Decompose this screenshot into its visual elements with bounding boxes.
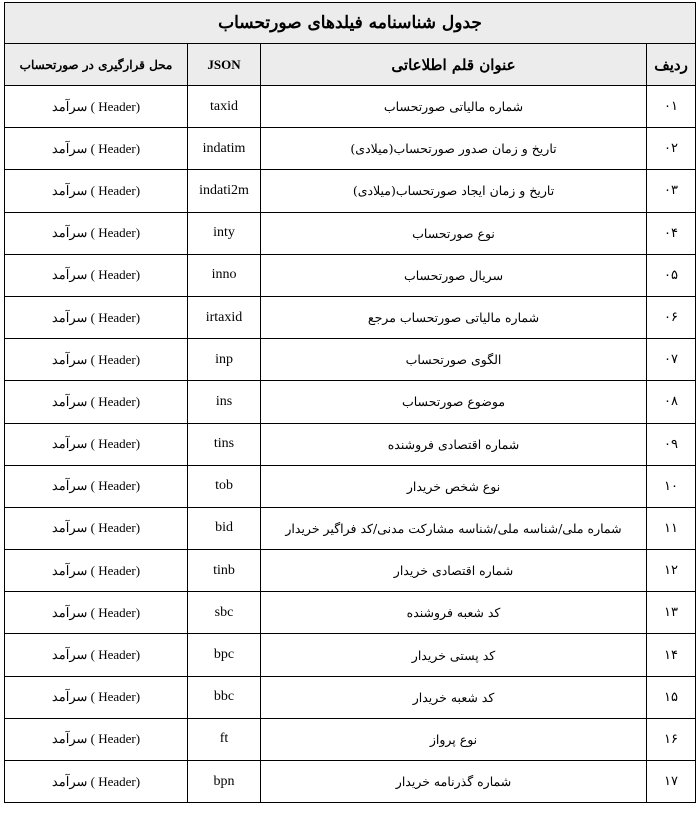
table-row	[5, 381, 696, 423]
cell-place: (Header ) سرآمد	[5, 718, 188, 760]
cell-title: موضوع صورتحساب	[261, 381, 647, 423]
cell-place: (Header ) سرآمد	[5, 676, 188, 718]
cell-json: sbc	[188, 592, 261, 634]
cell-json: bid	[188, 507, 261, 549]
cell-title: شماره مالیاتی صورتحساب	[261, 86, 647, 128]
table-row	[5, 296, 696, 338]
cell-json: irtaxid	[188, 296, 261, 338]
cell-radif: ۰۳	[647, 170, 696, 212]
cell-place: (Header ) سرآمد	[5, 86, 188, 128]
cell-place: (Header ) سرآمد	[5, 170, 188, 212]
cell-radif: ۱۵	[647, 676, 696, 718]
cell-json: inty	[188, 212, 261, 254]
table-body	[5, 86, 696, 803]
cell-place: (Header ) سرآمد	[5, 592, 188, 634]
cell-json: ft	[188, 718, 261, 760]
cell-json: indati2m	[188, 170, 261, 212]
cell-radif: ۰۴	[647, 212, 696, 254]
table-row	[5, 507, 696, 549]
table-row	[5, 254, 696, 296]
cell-radif: ۱۷	[647, 761, 696, 803]
cell-title: نوع پرواز	[261, 718, 647, 760]
cell-place: (Header ) سرآمد	[5, 296, 188, 338]
table-row	[5, 634, 696, 676]
cell-radif: ۱۰	[647, 465, 696, 507]
cell-title: کد شعبه فروشنده	[261, 592, 647, 634]
cell-json: inno	[188, 254, 261, 296]
cell-json: bbc	[188, 676, 261, 718]
cell-json: tinb	[188, 550, 261, 592]
cell-radif: ۰۱	[647, 86, 696, 128]
header-json: JSON	[188, 44, 261, 86]
cell-place: (Header ) سرآمد	[5, 212, 188, 254]
cell-radif: ۱۴	[647, 634, 696, 676]
invoice-fields-table	[4, 2, 696, 803]
cell-radif: ۰۷	[647, 339, 696, 381]
cell-title: شماره اقتصادی خریدار	[261, 550, 647, 592]
table-row	[5, 212, 696, 254]
table-title: جدول شناسنامه فیلدهای صورتحساب	[5, 3, 696, 44]
cell-title: شماره ملی/شناسه ملی/شناسه مشارکت مدنی/کد فراگیر خریدار	[261, 507, 647, 549]
cell-radif: ۱۱	[647, 507, 696, 549]
cell-place: (Header ) سرآمد	[5, 423, 188, 465]
cell-title: تاریخ و زمان صدور صورتحساب(میلادی)	[261, 128, 647, 170]
cell-json: bpc	[188, 634, 261, 676]
cell-radif: ۱۶	[647, 718, 696, 760]
cell-title: تاریخ و زمان ایجاد صورتحساب(میلادی)	[261, 170, 647, 212]
cell-json: indatim	[188, 128, 261, 170]
cell-place: (Header ) سرآمد	[5, 128, 188, 170]
table-row	[5, 170, 696, 212]
cell-place: (Header ) سرآمد	[5, 761, 188, 803]
cell-title: سریال صورتحساب	[261, 254, 647, 296]
cell-json: bpn	[188, 761, 261, 803]
cell-title: نوع صورتحساب	[261, 212, 647, 254]
table-row	[5, 465, 696, 507]
cell-radif: ۰۵	[647, 254, 696, 296]
cell-radif: ۰۲	[647, 128, 696, 170]
cell-json: inp	[188, 339, 261, 381]
cell-json: ins	[188, 381, 261, 423]
cell-place: (Header ) سرآمد	[5, 507, 188, 549]
cell-place: (Header ) سرآمد	[5, 254, 188, 296]
cell-title: شماره مالیاتی صورتحساب مرجع	[261, 296, 647, 338]
cell-radif: ۱۳	[647, 592, 696, 634]
table-row	[5, 550, 696, 592]
cell-title: کد پستی خریدار	[261, 634, 647, 676]
table-row	[5, 86, 696, 128]
table-row	[5, 423, 696, 465]
table-row	[5, 339, 696, 381]
cell-json: taxid	[188, 86, 261, 128]
table-row	[5, 761, 696, 803]
table-row	[5, 128, 696, 170]
cell-radif: ۰۸	[647, 381, 696, 423]
cell-place: (Header ) سرآمد	[5, 634, 188, 676]
cell-title: الگوی صورتحساب	[261, 339, 647, 381]
cell-place: (Header ) سرآمد	[5, 550, 188, 592]
table-header-row	[5, 44, 696, 86]
table-row	[5, 676, 696, 718]
cell-place: (Header ) سرآمد	[5, 339, 188, 381]
header-place: محل قرارگیری در صورتحساب	[5, 44, 188, 86]
table-row	[5, 718, 696, 760]
cell-title: شماره گذرنامه خریدار	[261, 761, 647, 803]
cell-place: (Header ) سرآمد	[5, 465, 188, 507]
table-row	[5, 592, 696, 634]
cell-title: کد شعبه خریدار	[261, 676, 647, 718]
cell-json: tins	[188, 423, 261, 465]
table-title-row	[5, 3, 696, 44]
cell-radif: ۰۶	[647, 296, 696, 338]
cell-place: (Header ) سرآمد	[5, 381, 188, 423]
cell-title: نوع شخص خریدار	[261, 465, 647, 507]
cell-radif: ۰۹	[647, 423, 696, 465]
header-radif: ردیف	[647, 44, 696, 86]
cell-radif: ۱۲	[647, 550, 696, 592]
cell-title: شماره اقتصادی فروشنده	[261, 423, 647, 465]
cell-json: tob	[188, 465, 261, 507]
header-title: عنوان قلم اطلاعاتی	[261, 44, 647, 86]
